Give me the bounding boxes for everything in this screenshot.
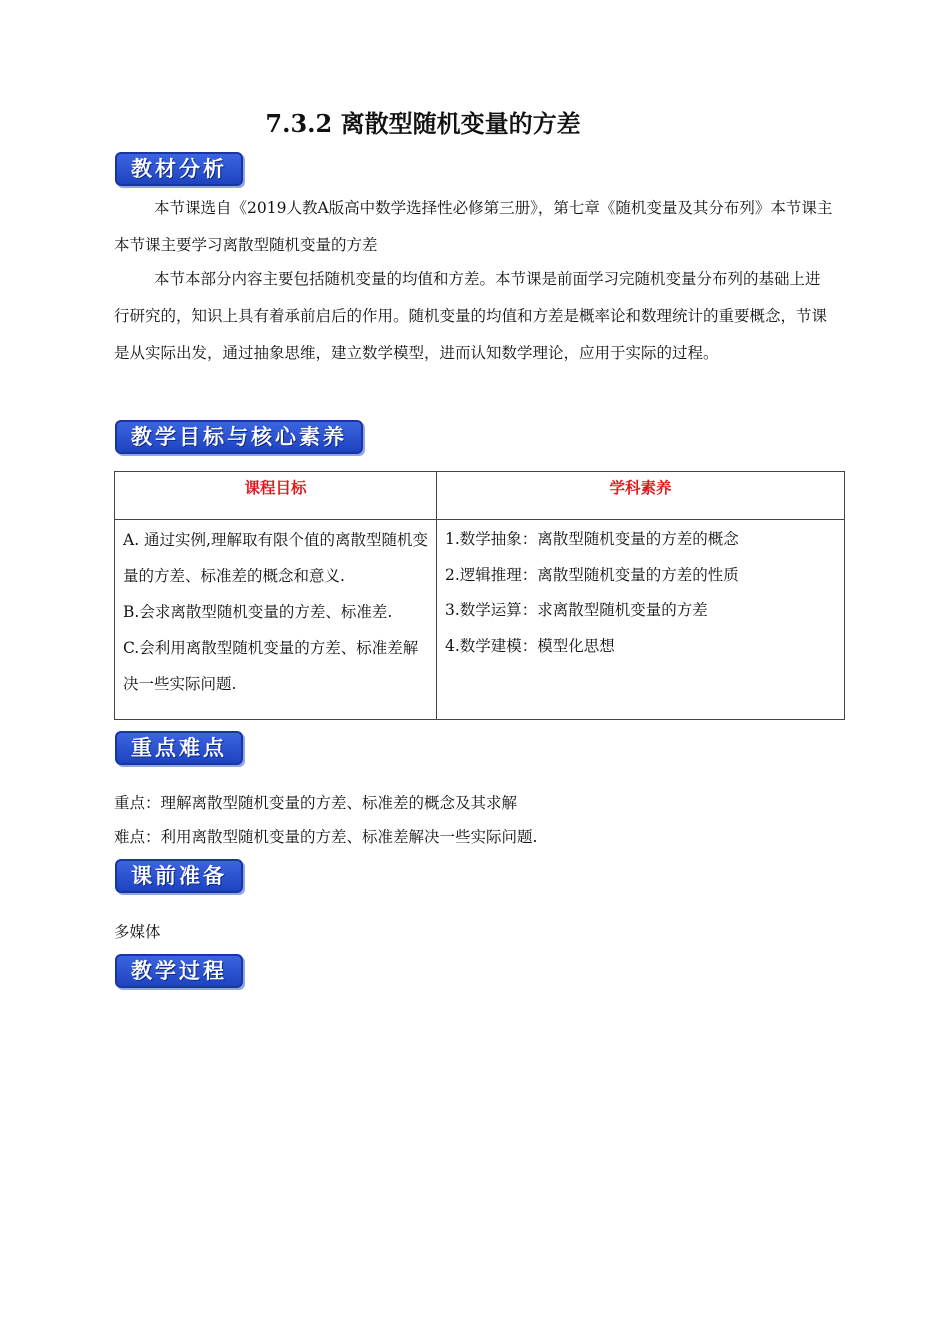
goals-header-literacy: 学科素养	[437, 472, 845, 520]
literacy-item: 3.数学运算：求离散型随机变量的方差	[445, 601, 708, 619]
course-goals-cell	[115, 520, 437, 720]
literacy-item: 4.数学建模：模型化思想	[445, 636, 615, 655]
analysis-paragraph-2: 本节本部分内容主要包括随机变量的均值和方差。本节课是前面学习完随机变量分布列的基础上进行研究的，知识上具有着承前启后的作用。随机变量的均值和方差是概率论和数理统计的重要概念，节课是从实际出发，通过抽象思维，建立数学模型，进而认知数学理论，应用于实际的过程。	[114, 270, 828, 362]
literacy-item: 2.逻辑推理：离散型随机变量的方差的性质	[445, 565, 739, 584]
page-title: 7.3.2 离散型随机变量的方差	[265, 109, 581, 138]
key-point-focus: 重点：理解离散型随机变量的方差、标准差的概念及其求解	[114, 794, 518, 812]
literacy-cell	[437, 520, 845, 720]
section-badge-process: 教学过程	[115, 954, 243, 988]
section-badge-goals: 教学目标与核心素养	[115, 420, 363, 454]
analysis-paragraph-1: 本节课选自《2019人教A版高中数学选择性必修第三册》，第七章《随机变量及其分布列》本节课主本节课主要学习离散型随机变量的方差	[114, 199, 833, 254]
goals-table-body-row	[115, 520, 845, 720]
section-badge-preparation: 课前准备	[115, 859, 243, 893]
section-badge-analysis: 教材分析	[115, 152, 243, 186]
course-goal-item: B.会求离散型随机变量的方差、标准差.	[123, 603, 393, 621]
section-badge-key-points: 重点难点	[115, 731, 243, 765]
goals-header-course: 课程目标	[115, 472, 437, 520]
preparation-text: 多媒体	[114, 923, 161, 941]
course-goal-item: A. 通过实例,理解取有限个值的离散型随机变量的方差、标准差的概念和意义.	[123, 531, 428, 585]
key-point-difficulty: 难点：利用离散型随机变量的方差、标准差解决一些实际问题.	[114, 828, 538, 846]
goals-table-header-row	[115, 472, 845, 520]
literacy-item: 1.数学抽象：离散型随机变量的方差的概念	[445, 530, 739, 548]
goals-table	[114, 471, 845, 720]
course-goal-item: C.会利用离散型随机变量的方差、标准差解决一些实际问题.	[123, 639, 419, 693]
